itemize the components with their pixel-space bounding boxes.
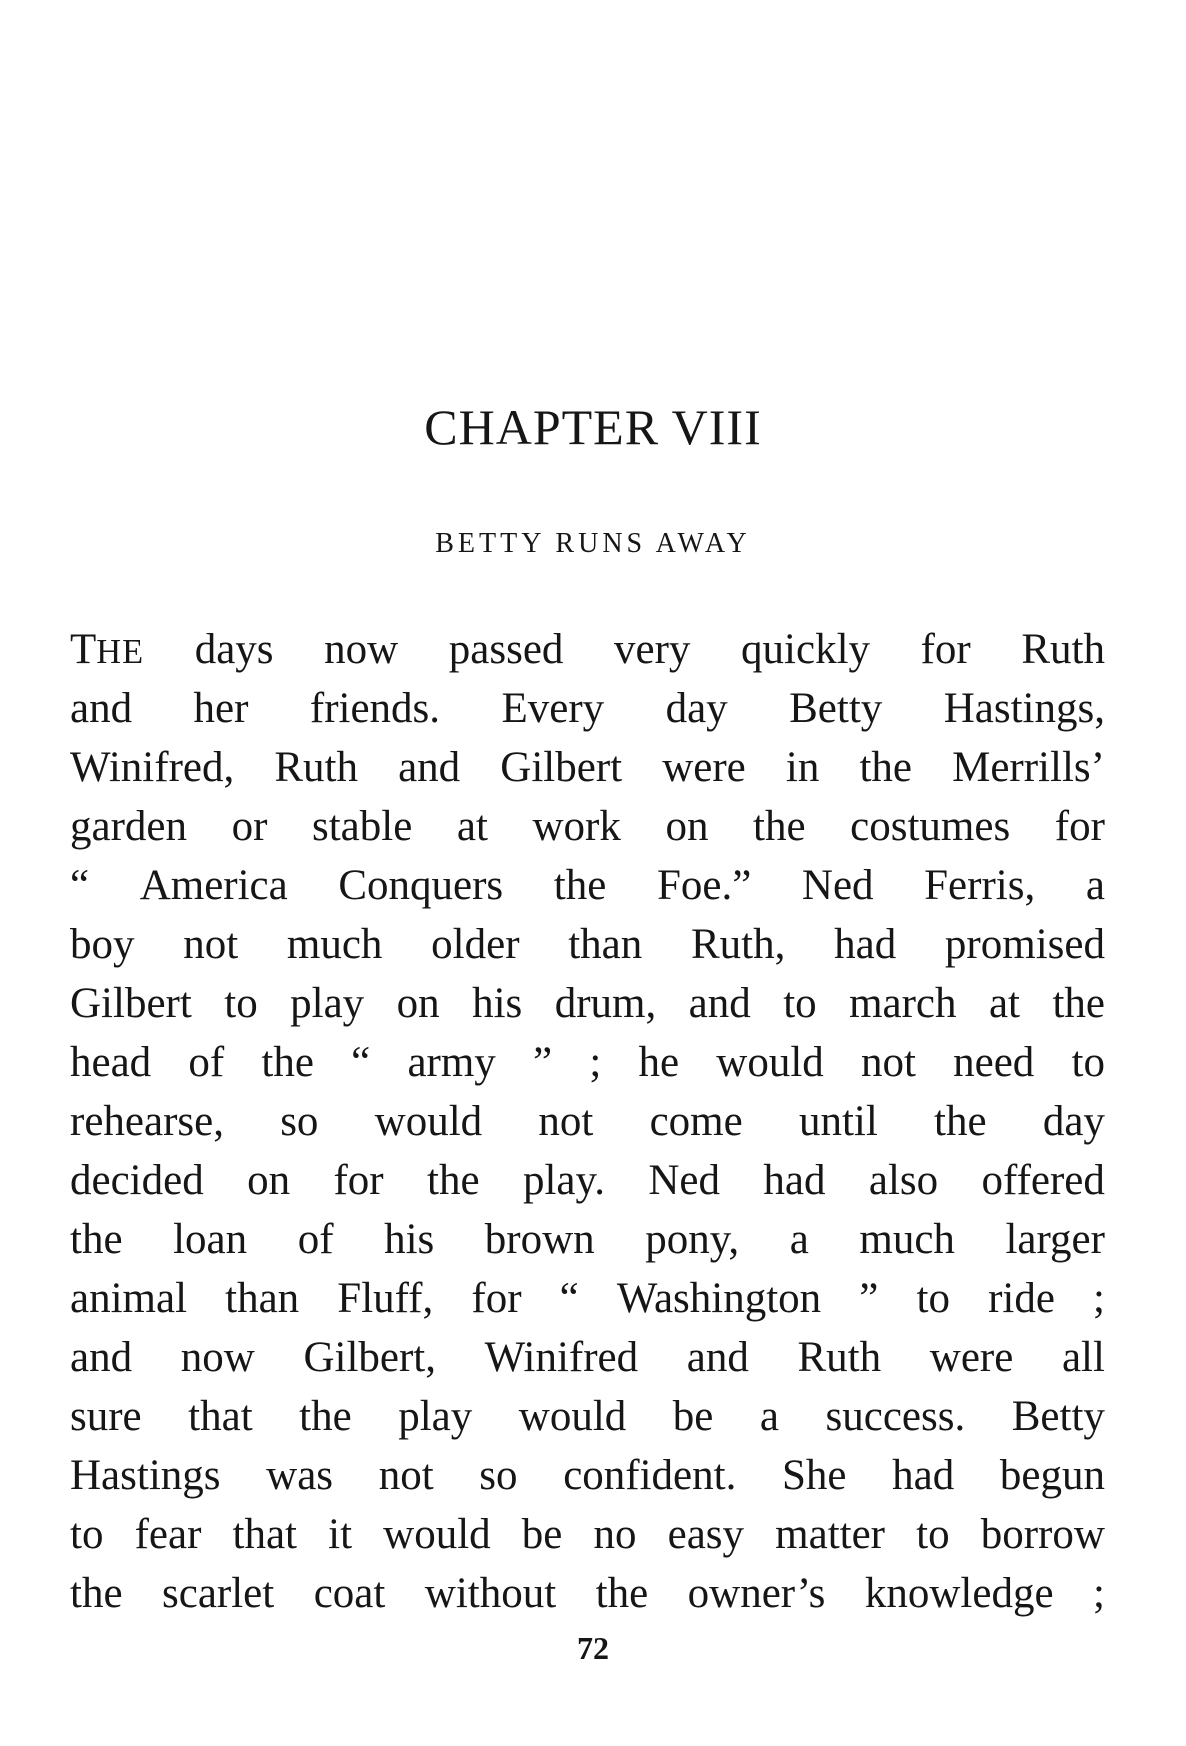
word: sure xyxy=(70,1393,142,1440)
word: all xyxy=(1061,1334,1105,1381)
word: at xyxy=(456,803,488,850)
word: a xyxy=(789,1216,809,1263)
word: offered xyxy=(981,1157,1105,1204)
word: Hastings xyxy=(70,1452,221,1499)
word: play xyxy=(290,980,365,1027)
word: until xyxy=(798,1098,878,1145)
word: stable xyxy=(311,803,413,850)
word: ; xyxy=(1093,1570,1105,1617)
text-line xyxy=(70,1033,1105,1092)
text-line xyxy=(70,1446,1105,1505)
word: or xyxy=(231,803,268,850)
word: Ruth xyxy=(1021,626,1105,673)
word: would xyxy=(518,1393,627,1440)
word: Gilbert xyxy=(500,744,623,791)
word: that xyxy=(232,1511,297,1558)
word: garden xyxy=(70,803,187,850)
word: Betty xyxy=(789,685,883,732)
word: the xyxy=(753,803,806,850)
word: not xyxy=(378,1452,434,1499)
word: the xyxy=(1052,980,1105,1027)
word: to xyxy=(783,980,817,1027)
word: day xyxy=(1042,1098,1105,1145)
word: Foe.” xyxy=(656,862,752,909)
word: of xyxy=(297,1216,334,1263)
word: loan xyxy=(173,1216,248,1263)
word: not xyxy=(860,1039,916,1086)
word: coat xyxy=(313,1570,386,1617)
word: animal xyxy=(70,1275,188,1322)
word: rehearse, xyxy=(70,1098,224,1145)
word: much xyxy=(859,1216,955,1263)
word: Winifred xyxy=(484,1334,639,1381)
word: Ruth xyxy=(797,1334,882,1381)
word: Winifred, xyxy=(70,744,235,791)
word: for xyxy=(333,1157,384,1204)
word: larger xyxy=(1005,1216,1105,1263)
word: the xyxy=(70,1216,123,1263)
word: drum, xyxy=(554,980,657,1027)
word: pony, xyxy=(645,1216,740,1263)
text-line xyxy=(70,1505,1105,1564)
chapter-subtitle: BETTY RUNS AWAY xyxy=(435,528,751,559)
word: his xyxy=(384,1216,435,1263)
text-line xyxy=(70,1387,1105,1446)
text-line xyxy=(70,1210,1105,1269)
word: success. xyxy=(825,1393,966,1440)
word: Fluff, xyxy=(337,1275,434,1322)
word: he xyxy=(638,1039,680,1086)
word: confident. xyxy=(563,1452,737,1499)
word: decided xyxy=(70,1157,204,1204)
word: “ xyxy=(351,1039,371,1086)
word: to xyxy=(916,1275,950,1322)
word: begun xyxy=(999,1452,1105,1499)
word: a xyxy=(1085,862,1105,909)
word: Ferris, xyxy=(924,862,1036,909)
word: easy xyxy=(667,1511,745,1558)
first-word-small-caps: HE xyxy=(96,633,145,671)
word: at xyxy=(988,980,1020,1027)
text-line xyxy=(70,738,1105,797)
word: be xyxy=(521,1511,563,1558)
word: for xyxy=(920,626,971,673)
word: the xyxy=(595,1570,649,1617)
word: Conquers xyxy=(338,862,504,909)
word: brown xyxy=(484,1216,595,1263)
chapter-title: CHAPTER VIII xyxy=(424,399,762,455)
text-line xyxy=(70,1328,1105,1387)
word: and xyxy=(70,1334,133,1381)
word: Betty xyxy=(1011,1393,1105,1440)
word: it xyxy=(328,1511,353,1558)
word: costumes xyxy=(850,803,1011,850)
word: without xyxy=(424,1570,557,1617)
word: and xyxy=(686,1334,749,1381)
word: Ruth xyxy=(274,744,358,791)
word: had xyxy=(763,1157,826,1204)
word: march xyxy=(849,980,957,1027)
word: ” xyxy=(533,1039,553,1086)
word: need xyxy=(953,1039,1035,1086)
word: to xyxy=(224,980,258,1027)
word: ” xyxy=(859,1275,879,1322)
word: “ xyxy=(70,862,90,909)
word: of xyxy=(188,1039,225,1086)
word: no xyxy=(593,1511,637,1558)
word: on xyxy=(247,1157,291,1204)
word: to xyxy=(1071,1039,1105,1086)
word: Merrills’ xyxy=(952,744,1105,791)
word: borrow xyxy=(980,1511,1105,1558)
word: the xyxy=(70,1570,123,1617)
word: army xyxy=(407,1039,496,1086)
word: Ned xyxy=(648,1157,720,1204)
word: also xyxy=(868,1157,939,1204)
text-line xyxy=(70,974,1105,1033)
word: the xyxy=(934,1098,987,1145)
word: ; xyxy=(589,1039,602,1086)
word: boy xyxy=(70,921,135,968)
word: not xyxy=(538,1098,594,1145)
word: friends. xyxy=(309,685,441,732)
word: on xyxy=(665,803,709,850)
word: head xyxy=(70,1039,152,1086)
word: older xyxy=(431,921,520,968)
word: was xyxy=(266,1452,334,1499)
word: than xyxy=(568,921,643,968)
word: the xyxy=(553,862,607,909)
word: ride xyxy=(988,1275,1055,1322)
word: to xyxy=(916,1511,950,1558)
text-line xyxy=(70,797,1105,856)
word: work xyxy=(532,803,621,850)
text-line xyxy=(70,915,1105,974)
word: much xyxy=(286,921,383,968)
word: now xyxy=(324,626,399,673)
page-number: 72 xyxy=(577,1630,609,1666)
word: had xyxy=(834,921,897,968)
word: She xyxy=(781,1452,847,1499)
word: play. xyxy=(522,1157,605,1204)
body-paragraph xyxy=(70,620,1105,1623)
text-line xyxy=(70,856,1105,915)
text-line xyxy=(70,620,1105,679)
text-line xyxy=(70,1151,1105,1210)
text-line xyxy=(70,1564,1105,1623)
word: day xyxy=(665,685,728,732)
word: to xyxy=(70,1511,104,1558)
word: Washington xyxy=(616,1275,822,1322)
text-line xyxy=(70,1092,1105,1151)
word: matter xyxy=(775,1511,885,1558)
word: now xyxy=(180,1334,255,1381)
word: Gilbert, xyxy=(303,1334,436,1381)
word: and xyxy=(688,980,751,1027)
word: a xyxy=(759,1393,779,1440)
word: were xyxy=(662,744,746,791)
word: for xyxy=(1054,803,1105,850)
word: “ xyxy=(559,1275,579,1322)
word: owner’s xyxy=(687,1570,826,1617)
word: America xyxy=(139,862,288,909)
word: fear xyxy=(134,1511,202,1558)
word: be xyxy=(672,1393,714,1440)
word: the xyxy=(299,1393,352,1440)
word: so xyxy=(280,1098,319,1145)
word: would xyxy=(383,1511,491,1558)
word: the xyxy=(859,744,912,791)
word: her xyxy=(193,685,249,732)
first-word-initial: T xyxy=(70,626,97,673)
word: had xyxy=(892,1452,955,1499)
word: Ned xyxy=(801,862,874,909)
word: and xyxy=(398,744,461,791)
text-line xyxy=(70,679,1105,738)
word: Hastings, xyxy=(943,685,1105,732)
first-word xyxy=(70,620,144,679)
word: quickly xyxy=(741,626,871,673)
word: his xyxy=(472,980,523,1027)
word: the xyxy=(427,1157,480,1204)
word: on xyxy=(396,980,440,1027)
text-line xyxy=(70,1269,1105,1328)
word: passed xyxy=(448,626,564,673)
word: the xyxy=(261,1039,314,1086)
word: were xyxy=(929,1334,1014,1381)
word: would xyxy=(374,1098,483,1145)
word: for xyxy=(471,1275,522,1322)
word: would xyxy=(716,1039,824,1086)
word: so xyxy=(479,1452,518,1499)
word: not xyxy=(183,921,239,968)
word: days xyxy=(194,626,274,673)
word: scarlet xyxy=(162,1570,275,1617)
word: Every xyxy=(501,685,605,732)
word: ; xyxy=(1093,1275,1105,1322)
word: and xyxy=(70,685,133,732)
word: come xyxy=(649,1098,743,1145)
word: knowledge xyxy=(864,1570,1054,1617)
word: that xyxy=(188,1393,253,1440)
word: promised xyxy=(944,921,1105,968)
word: than xyxy=(225,1275,300,1322)
word: play xyxy=(398,1393,473,1440)
word: very xyxy=(614,626,691,673)
word: Ruth, xyxy=(691,921,786,968)
word: in xyxy=(785,744,820,791)
word: Gilbert xyxy=(70,980,192,1027)
